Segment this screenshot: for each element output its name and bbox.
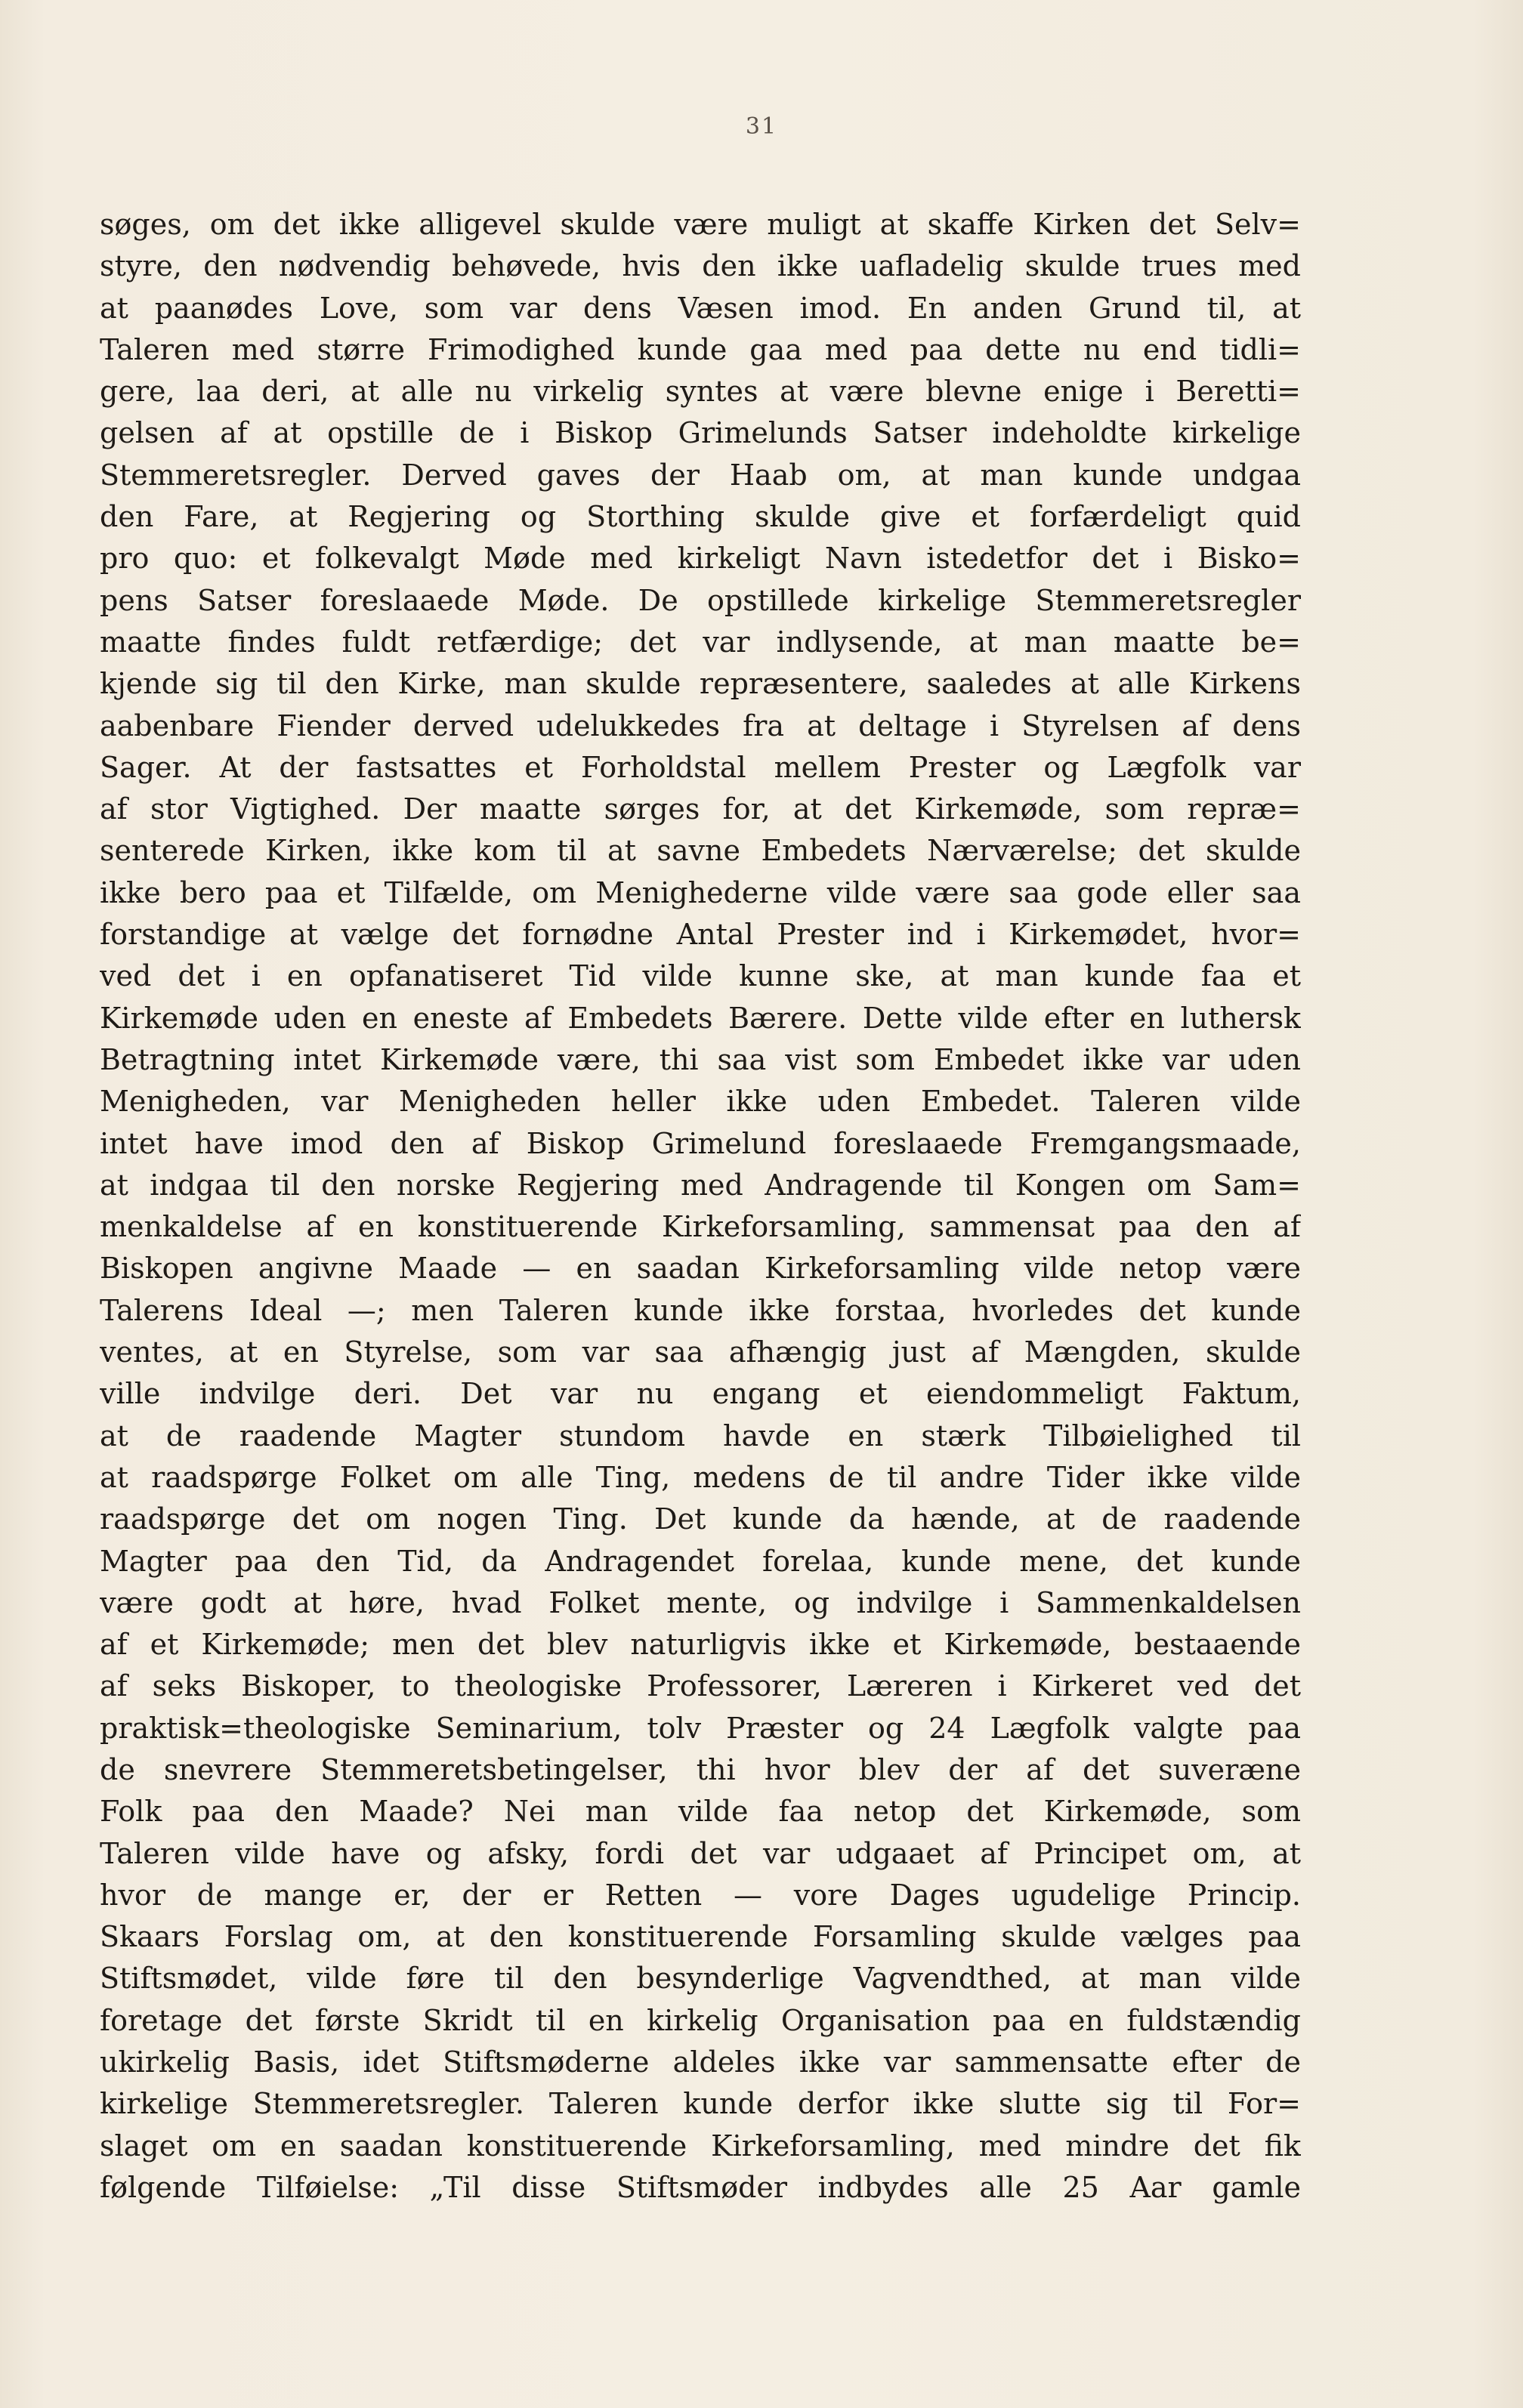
page-number: 31 (745, 113, 778, 140)
text-line: at indgaa til den norske Regjering med Andragende til Kongen om Sam= (100, 1168, 1301, 1202)
text-line: Sager. At der fastsattes et Forholdstal mellem Prester og Lægfolk var (100, 750, 1301, 784)
text-line: gelsen af at opstille de i Biskop Grimelunds Satser indeholdte kirkelige (100, 416, 1301, 450)
text-line: raadspørge det om nogen Ting. Det kunde da hænde, at de raadende (100, 1502, 1301, 1536)
text-line: Biskopen angivne Maade — en saadan Kirkeforsamling vilde netop være (100, 1252, 1301, 1286)
text-line: pro quo: et folkevalgt Møde med kirkeligt Navn istedetfor det i Bisko= (100, 542, 1301, 576)
text-line: at de raadende Magter stundom havde en stærk Tilbøielighed til (100, 1419, 1301, 1453)
text-line: hvor de mange er, der er Retten — vore Dages ugudelige Princip. (100, 1878, 1301, 1912)
text-line: Skaars Forslag om, at den konstituerende Forsamling skulde vælges paa (100, 1920, 1301, 1954)
text-line: følgende Tilføielse: „Til disse Stiftsmøder indbydes alle 25 Aar gamle (100, 2170, 1301, 2204)
text-line: Taleren med større Frimodighed kunde gaa med paa dette nu end tidli= (100, 332, 1301, 366)
text-line: ved det i en opfanatiseret Tid vilde kunne ske, at man kunde faa et (100, 959, 1301, 993)
text-line: være godt at høre, hvad Folket mente, og indvilge i Sammenkaldelsen (100, 1585, 1301, 1619)
text-line: Taleren vilde have og afsky, fordi det var udgaaet af Principet om, at (100, 1836, 1301, 1870)
text-line: slaget om en saadan konstituerende Kirkeforsamling, med mindre det fik (100, 2129, 1301, 2163)
text-line: ukirkelig Basis, idet Stiftsmøderne aldeles ikke var sammensatte efter de (100, 2045, 1301, 2079)
text-line: menkaldelse af en konstituerende Kirkeforsamling, sammensat paa den af (100, 1210, 1301, 1244)
text-line: af seks Biskoper, to theologiske Professorer, Læreren i Kirkeret ved det (100, 1669, 1301, 1703)
text-line: de snevrere Stemmeretsbetingelser, thi hvor blev der af det suveræne (100, 1752, 1301, 1786)
text-line: Betragtning intet Kirkemøde være, thi saa vist som Embedet ikke var uden (100, 1042, 1301, 1076)
text-line: Kirkemøde uden en eneste af Embedets Bærere. Dette vilde efter en luthersk (100, 1001, 1301, 1035)
text-line: Stemmeretsregler. Derved gaves der Haab om, at man kunde undgaa (100, 458, 1301, 492)
text-line: af et Kirkemøde; men det blev naturligvis ikke et Kirkemøde, bestaaende (100, 1628, 1301, 1662)
text-line: søges, om det ikke alligevel skulde være muligt at skaffe Kirken det Selv= (100, 208, 1301, 241)
text-line: at paanødes Love, som var dens Væsen imod. En anden Grund til, at (100, 291, 1301, 325)
text-line: foretage det første Skridt til en kirkelig Organisation paa en fuldstændig (100, 2003, 1301, 2037)
text-line: aabenbare Fiender derved udelukkedes fra at deltage i Styrelsen af dens (100, 709, 1301, 742)
text-line: Stiftsmødet, vilde føre til den besynderlige Vagvendthed, at man vilde (100, 1962, 1301, 1996)
text-line: ikke bero paa et Tilfælde, om Menighederne vilde være saa gode eller saa (100, 875, 1301, 909)
text-line: pens Satser foreslaaede Møde. De opstillede kirkelige Stemmeretsregler (100, 583, 1301, 617)
text-line: kjende sig til den Kirke, man skulde repræsentere, saaledes at alle Kirkens (100, 667, 1301, 701)
text-line: Talerens Ideal —; men Taleren kunde ikke forstaa, hvorledes det kunde (100, 1293, 1301, 1327)
text-line: intet have imod den af Biskop Grimelund foreslaaede Fremgangsmaade, (100, 1126, 1301, 1160)
text-line: praktisk=theologiske Seminarium, tolv Præster og 24 Lægfolk valgte paa (100, 1711, 1301, 1745)
text-line: Magter paa den Tid, da Andragendet forelaa, kunde mene, det kunde (100, 1544, 1301, 1578)
text-line: Folk paa den Maade? Nei man vilde faa netop det Kirkemøde, som (100, 1795, 1301, 1829)
text-line: ventes, at en Styrelse, som var saa afhængig just af Mængden, skulde (100, 1335, 1301, 1369)
text-line: at raadspørge Folket om alle Ting, medens de til andre Tider ikke vilde (100, 1460, 1301, 1494)
body-text (100, 204, 1301, 2209)
text-line: senterede Kirken, ikke kom til at savne Embedets Nærværelse; det skulde (100, 834, 1301, 868)
text-line: maatte findes fuldt retfærdige; det var indlysende, at man maatte be= (100, 625, 1301, 659)
text-line: den Fare, at Regjering og Storthing skulde give et forfærdeligt quid (100, 500, 1301, 534)
text-line: gere, laa deri, at alle nu virkelig syntes at være blevne enige i Beretti= (100, 375, 1301, 409)
text-line: ville indvilge deri. Det var nu engang et eiendommeligt Faktum, (100, 1377, 1301, 1411)
text-line: kirkelige Stemmeretsregler. Taleren kunde derfor ikke slutte sig til For= (100, 2087, 1301, 2121)
text-line: Menigheden, var Menigheden heller ikke uden Embedet. Taleren vilde (100, 1085, 1301, 1119)
text-line: forstandige at vælge det fornødne Antal Prester ind i Kirkemødet, hvor= (100, 918, 1301, 952)
text-line: styre, den nødvendig behøvede, hvis den ikke uafladelig skulde trues med (100, 249, 1301, 283)
text-line: af stor Vigtighed. Der maatte sørges for, at det Kirkemøde, som repræ= (100, 792, 1301, 826)
